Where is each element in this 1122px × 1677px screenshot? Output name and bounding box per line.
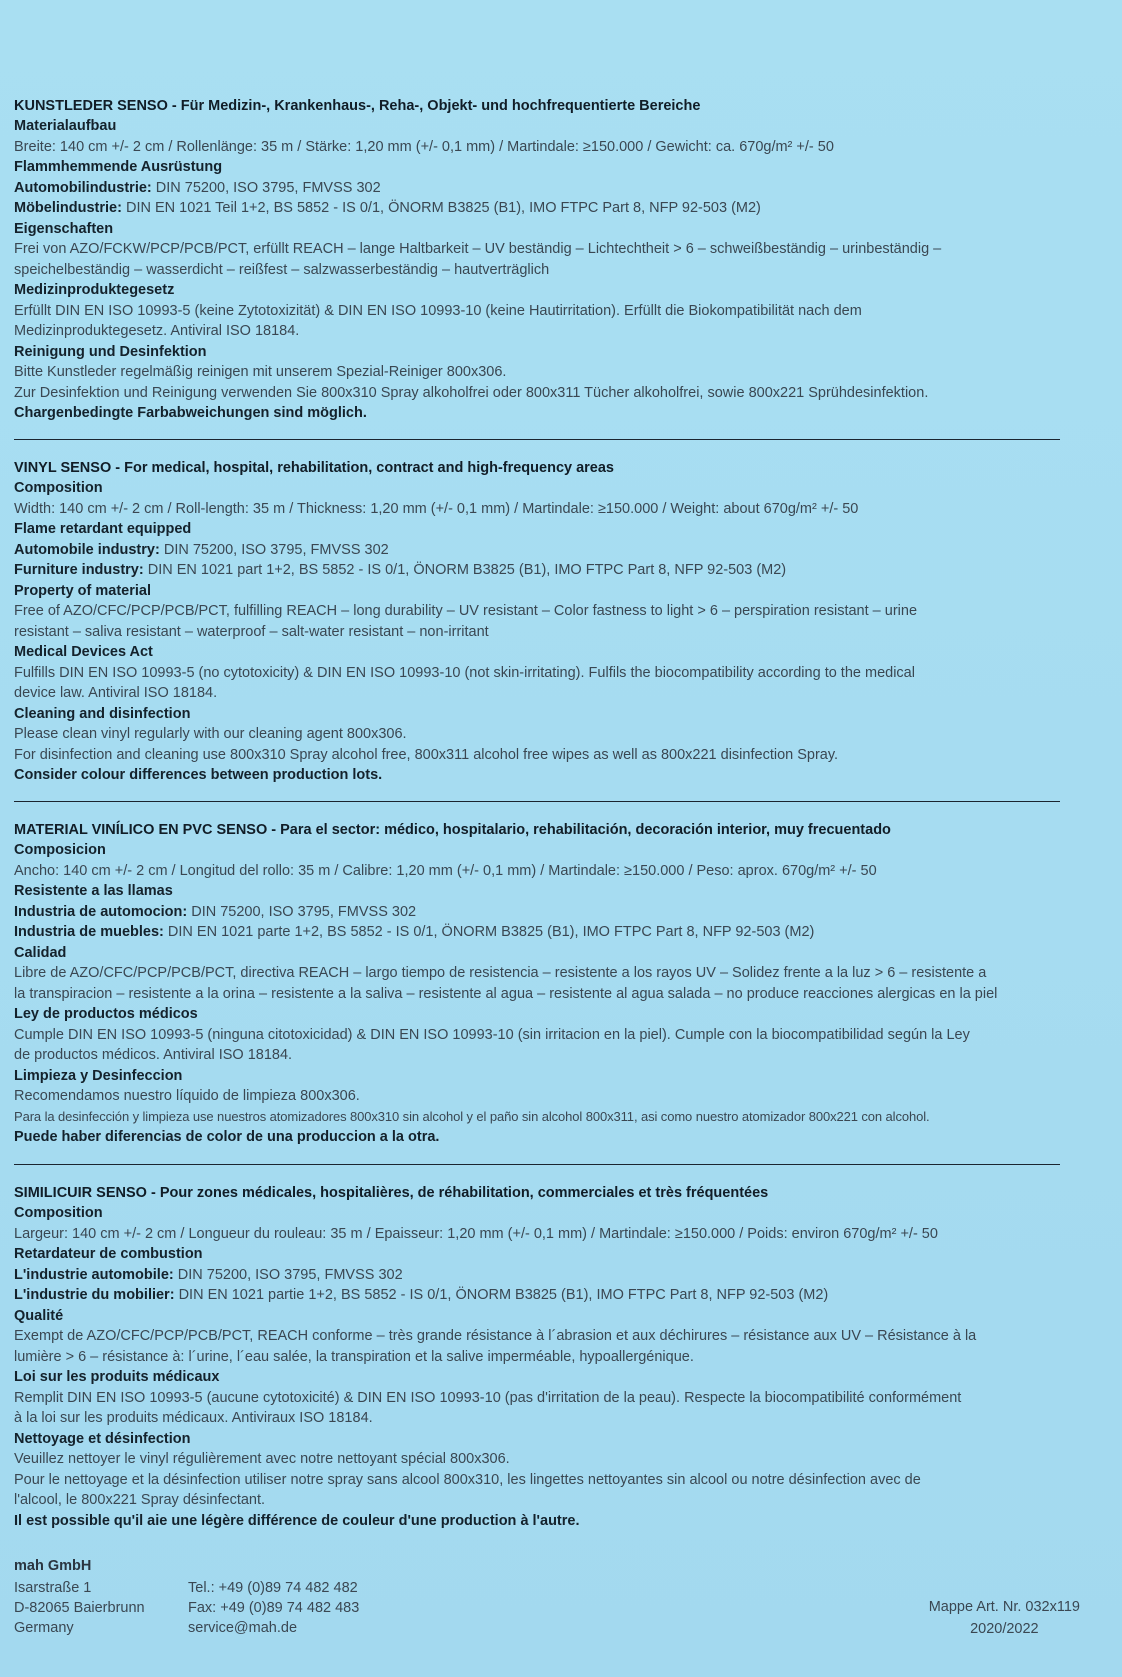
address-country: Germany xyxy=(14,1620,74,1636)
automobile-line xyxy=(14,178,1066,199)
cleaning-line-1: Recomendamos nuestro líquido de limpieza 800x306. xyxy=(14,1088,360,1104)
medical-line-2: de productos médicos. Antiviral ISO 18184. xyxy=(14,1047,293,1063)
medical-line-2: device law. Antiviral ISO 18184. xyxy=(14,685,218,701)
section-divider xyxy=(14,1164,1060,1165)
address-city: D-82065 Baierbrunn xyxy=(14,1600,145,1616)
furniture-label: Industria de muebles: xyxy=(14,924,164,940)
automobile-label: Automobile industry: xyxy=(14,541,160,558)
flame-heading: Resistente a las llamas xyxy=(14,883,173,899)
footer xyxy=(14,1556,1080,1656)
property-heading: Calidad xyxy=(14,944,67,961)
cleaning-line-2: Para la desinfección y limpieza use nuestros atomizadores 800x310 sin alcohol y el paño sin alcohol 800x311, asi como nuestro atomizador 800x221 con alcohol. xyxy=(14,1108,930,1124)
article-number: Mappe Art. Nr. 032x119 xyxy=(928,1599,1080,1615)
automobile-label: L'industrie automobile: xyxy=(14,1266,174,1283)
property-line-1: Libre de AZO/CFC/PCP/PCB/PCT, directiva REACH – largo tiempo de resistencia – resistente a los rayos UV – Solidez frente a la luz > 6 – resistente a xyxy=(14,965,987,981)
cleaning-line-2: Zur Desinfektion und Reinigung verwenden Sie 800x310 Spray alkoholfrei oder 800x311 Tücher alkoholfrei, sowie 800x221 Sprühdesinfektion. xyxy=(14,384,929,401)
furniture-text: DIN EN 1021 part 1+2, BS 5852 - IS 0/1, ÖNORM B3825 (B1), IMO FTPC Part 8, NFP 92-503 (M2) xyxy=(143,562,787,578)
composition-text: Breite: 140 cm +/- 2 cm / Rollenlänge: 35 m / Stärke: 1,20 mm (+/- 0,1 mm) / Martindale: ≥150.000 / Gewicht: ca. 670g/m² +/- 50 xyxy=(14,138,834,155)
furniture-label: Furniture industry: xyxy=(14,562,144,578)
section-title: MATERIAL VINÍLICO EN PVC SENSO - Para el sector: médico, hospitalario, rehabilitación, decoración interior, muy frecuentado xyxy=(14,822,891,838)
section-title: SIMILICUIR SENSO - Pour zones médicales, hospitalières, de réhabilitation, commerciales et très fréquentées xyxy=(14,1185,769,1201)
section-divider xyxy=(14,439,1060,440)
furniture-line xyxy=(14,198,1066,219)
automobile-label: Industria de automocion: xyxy=(14,903,188,920)
composition-text: Ancho: 140 cm +/- 2 cm / Longitud del rollo: 35 m / Calibre: 1,20 mm (+/- 0,1 mm) / Martindale: ≥150.000 / Peso: aprox. 670g/m² +/- 50 xyxy=(14,862,877,879)
medical-heading: Ley de productos médicos xyxy=(14,1006,198,1022)
medical-line-1: Cumple DIN EN ISO 10993-5 (ninguna citotoxicidad) & DIN EN ISO 10993-10 (sin irritacion en la piel). Cumple con la biocompatibilidad según la Ley xyxy=(14,1026,970,1043)
automobile-text: DIN 75200, ISO 3795, FMVSS 302 xyxy=(187,903,417,920)
production-note: Il est possible qu'il aie une légère différence de couleur d'une production à l'autre. xyxy=(14,1512,580,1529)
contact-tel: Tel.: +49 (0)89 74 482 482 xyxy=(188,1580,358,1596)
automobile-line xyxy=(14,902,1066,923)
section-french xyxy=(14,1183,1066,1531)
section-title: KUNSTLEDER SENSO - Für Medizin-, Krankenhaus-, Reha-, Objekt- und hochfrequentierte Bereiche xyxy=(14,98,701,114)
furniture-label: L'industrie du mobilier: xyxy=(14,1287,175,1303)
property-line-1: Free of AZO/CFC/PCP/PCB/PCT, fulfilling REACH – long durability – UV resistant – Color fastness to light > 6 – perspiration resistant – urine xyxy=(14,603,918,619)
production-note: Consider colour differences between production lots. xyxy=(14,767,383,783)
cleaning-heading: Reinigung und Desinfektion xyxy=(14,343,207,360)
flame-heading: Retardateur de combustion xyxy=(14,1246,203,1262)
cleaning-line-3: l'alcool, le 800x221 Spray désinfectant. xyxy=(14,1492,266,1508)
property-line-2: resistant – saliva resistant – waterproof – salt-water resistant – non-irritant xyxy=(14,623,489,640)
automobile-text: DIN 75200, ISO 3795, FMVSS 302 xyxy=(151,179,381,196)
cleaning-heading: Limpieza y Desinfeccion xyxy=(14,1067,183,1084)
composition-heading: Composition xyxy=(14,480,103,496)
contact-fax: Fax: +49 (0)89 74 482 483 xyxy=(188,1600,360,1616)
cleaning-line-2: Pour le nettoyage et la désinfection utiliser notre spray sans alcool 800x310, les lingettes nettoyantes sin alcool ou notre désinfection avec de xyxy=(14,1471,921,1488)
article-reference xyxy=(929,1596,1080,1640)
furniture-line xyxy=(14,922,1066,943)
furniture-line xyxy=(14,560,1066,581)
automobile-text: DIN 75200, ISO 3795, FMVSS 302 xyxy=(159,541,389,558)
property-line-2: la transpiracion – resistente a la orina – resistente a la saliva – resistente al agua – resistente al agua salada – no produce reacciones alergicas en la piel xyxy=(14,985,998,1002)
property-heading: Property of material xyxy=(14,582,151,599)
medical-line-2: Medizinproduktegesetz. Antiviral ISO 18184. xyxy=(14,323,300,339)
cleaning-line-1: Bitte Kunstleder regelmäßig reinigen mit unserem Spezial-Reiniger 800x306. xyxy=(14,364,507,380)
medical-heading: Loi sur les produits médicaux xyxy=(14,1369,220,1385)
furniture-label: Möbelindustrie: xyxy=(14,200,122,216)
medical-line-1: Remplit DIN EN ISO 10993-5 (aucune cytotoxicité) & DIN EN ISO 10993-10 (pas d'irritation de la peau). Respecte la biocompatibilité conformément xyxy=(14,1389,962,1406)
article-year: 2020/2022 xyxy=(970,1621,1039,1637)
flame-heading: Flammhemmende Ausrüstung xyxy=(14,159,223,175)
furniture-text: DIN EN 1021 partie 1+2, BS 5852 - IS 0/1, ÖNORM B3825 (B1), IMO FTPC Part 8, NFP 92-503 (M2) xyxy=(174,1287,829,1303)
composition-text: Width: 140 cm +/- 2 cm / Roll-length: 35 m / Thickness: 1,20 mm (+/- 0,1 mm) / Martindale: ≥150.000 / Weight: about 670g/m² +/- 50 xyxy=(14,500,859,517)
property-line-1: Exempt de AZO/CFC/PCP/PCB/PCT, REACH conforme – très grande résistance à l´abrasion et aux déchirures – résistance aux UV – Résistance à la xyxy=(14,1328,977,1344)
composition-heading: Composicion xyxy=(14,842,106,858)
address-street: Isarstraße 1 xyxy=(14,1580,92,1596)
property-heading: Eigenschaften xyxy=(14,220,114,237)
company-address xyxy=(14,1578,145,1638)
medical-line-1: Fulfills DIN EN ISO 10993-5 (no cytotoxicity) & DIN EN ISO 10993-10 (not skin-irritating). Fulfils the biocompatibility according to the medical xyxy=(14,664,915,681)
medical-line-2: à la loi sur les produits médicaux. Antiviraux ISO 18184. xyxy=(14,1410,373,1426)
section-german xyxy=(14,96,1066,424)
production-note: Puede haber diferencias de color de una produccion a la otra. xyxy=(14,1129,440,1145)
property-line-2: lumière > 6 – résistance à: l´urine, l´eau salée, la transpiration et la salive imperméable, hypoallergénique. xyxy=(14,1348,694,1365)
composition-heading: Materialaufbau xyxy=(14,118,117,134)
automobile-line xyxy=(14,540,1066,561)
cleaning-heading: Nettoyage et désinfection xyxy=(14,1430,191,1447)
medical-heading: Medizinproduktegesetz xyxy=(14,282,175,298)
automobile-line xyxy=(14,1265,1066,1286)
composition-text: Largeur: 140 cm +/- 2 cm / Longueur du rouleau: 35 m / Epaisseur: 1,20 mm (+/- 0,1 mm) / Martindale: ≥150.000 / Poids: environ 670g/m² +/- 50 xyxy=(14,1225,938,1242)
flame-heading: Flame retardant equipped xyxy=(14,521,192,537)
medical-heading: Medical Devices Act xyxy=(14,644,153,660)
cleaning-line-1: Please clean vinyl regularly with our cleaning agent 800x306. xyxy=(14,726,407,742)
cleaning-heading: Cleaning and disinfection xyxy=(14,705,191,722)
furniture-text: DIN EN 1021 parte 1+2, BS 5852 - IS 0/1, ÖNORM B3825 (B1), IMO FTPC Part 8, NFP 92-503 (M2) xyxy=(163,924,815,940)
property-line-1: Frei von AZO/FCKW/PCP/PCB/PCT, erfüllt REACH – lange Haltbarkeit – UV beständig – Lichtechtheit > 6 – schweißbeständig – urinbeständig – xyxy=(14,241,942,257)
company-name: mah GmbH xyxy=(14,1558,92,1574)
property-heading: Qualité xyxy=(14,1307,64,1324)
contact-email: service@mah.de xyxy=(188,1620,298,1636)
production-note: Chargenbedingte Farbabweichungen sind möglich. xyxy=(14,405,367,421)
automobile-label: Automobilindustrie: xyxy=(14,179,152,196)
section-english xyxy=(14,458,1066,786)
medical-line-1: Erfüllt DIN EN ISO 10993-5 (keine Zytotoxizität) & DIN EN ISO 10993-10 (keine Hautirritation). Erfüllt die Biokompatibilität nach dem xyxy=(14,302,862,319)
property-line-2: speichelbeständig – wasserdicht – reißfest – salzwasserbeständig – hautverträglich xyxy=(14,261,550,278)
section-divider xyxy=(14,801,1060,802)
composition-heading: Composition xyxy=(14,1205,103,1221)
automobile-text: DIN 75200, ISO 3795, FMVSS 302 xyxy=(173,1266,403,1283)
furniture-line xyxy=(14,1285,1066,1306)
cleaning-line-2: For disinfection and cleaning use 800x310 Spray alcohol free, 800x311 alcohol free wipes as well as 800x221 disinfection Spray. xyxy=(14,746,839,763)
furniture-text: DIN EN 1021 Teil 1+2, BS 5852 - IS 0/1, ÖNORM B3825 (B1), IMO FTPC Part 8, NFP 92-503 (M2) xyxy=(121,200,761,216)
cleaning-line-1: Veuillez nettoyer le vinyl régulièrement avec notre nettoyant spécial 800x306. xyxy=(14,1451,510,1467)
section-spanish xyxy=(14,820,1066,1148)
section-title: VINYL SENSO - For medical, hospital, rehabilitation, contract and high-frequency areas xyxy=(14,460,614,476)
company-contact xyxy=(188,1578,359,1638)
